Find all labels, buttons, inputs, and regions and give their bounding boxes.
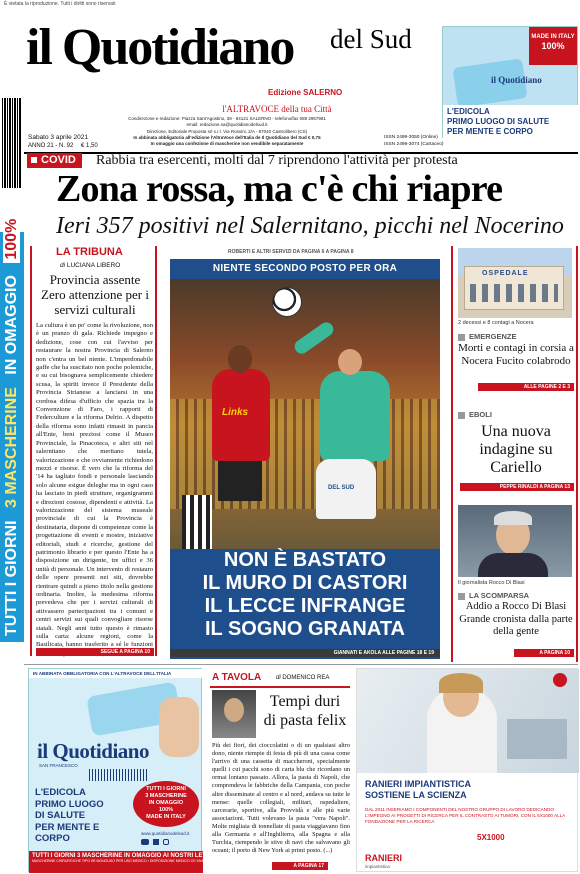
bottom-promo-text-1: L'EDICOLA [35,787,86,798]
sport-photo [170,279,440,549]
issn-print: ISSN 2499-3074 (Cartaceo) [384,142,444,147]
issue-number [28,143,98,149]
sport-ribbon: NIENTE SECONDO POSTO PER ORA [212,263,398,274]
left-banner-text [0,218,24,642]
ranieri-title [365,779,571,801]
issue-id: ANNO 21 - N. 92 [28,143,74,149]
bottom-badge-3: IN OMAGGIO [148,800,184,806]
player-keeper-arm [292,320,336,357]
promo-badge-line1: MADE IN ITALY [531,34,575,40]
bottom-promo-logo: il Quotidiano [37,739,149,763]
info-bundle: In abbinata obbligatoria all'edizione l'AltraVoce dell'Italia de Il Quotidiano del Sud € 0,75 [133,135,321,140]
tavola-portrait [212,690,256,738]
player-bg-left [182,495,212,549]
promo-badge-line2: 100% [541,41,565,51]
football-icon [272,287,302,317]
item1-footer[interactable]: ALLE PAGINE 2 E 3 [478,383,574,391]
portrait-body [478,553,548,577]
info-address: Condirezione e redazione: Piazza Sant'Agostino, 28 - 84121 SALERNO - telefono/fax 089 2967981 [128,116,326,121]
top-promo[interactable] [442,26,578,138]
promo-badge [529,27,577,65]
tavola-footer[interactable]: A PAGINA 17 [272,862,328,870]
item1-label [458,332,517,341]
item3-title[interactable]: Addio a Rocco Di Blasi Grande cronista dalla parte della gente [459,601,573,637]
bottom-promo-web: www.quotidianodelsud.it [141,831,190,836]
bottom-promo-text-2: PRIMO LUOGO [35,798,104,810]
info-email: email: redazione.sa@quotidianodelsud.it [186,122,268,127]
tagline: l'ALTRAVOCE della tua Città [222,104,332,114]
player-red-legs [218,461,262,501]
bottom-promo-strip-main: TUTTI I GIORNI 3 MASCHERINE IN OMAGGIO AI NOSTRI LETTORI [32,853,221,859]
issn-block [384,134,443,148]
player-keeper-head [338,349,362,375]
item3-square-icon [458,593,465,600]
tribuna-footer[interactable]: SEGUE A PAGINA 10 [36,648,154,656]
player-red-head [228,345,252,373]
bottom-promo-text [35,787,135,845]
ranieri-highlight: 5X1000 [477,833,505,842]
issn-online: ISSN 2499-3050 (Online) [384,135,438,140]
covid-square-icon [31,157,37,163]
bottom-divider [24,664,578,665]
stadium-stands [170,399,440,509]
sport-headline-3: IL LECCE INFRANGE [204,595,406,617]
masthead-title[interactable]: il Quotidiano [26,19,294,76]
tribuna-byline [60,262,120,269]
left-banner-line2: 3 MASCHERINE [3,387,20,508]
bottom-badge-1: TUTTI I GIORNI [146,786,186,792]
ranieri-ad[interactable] [356,668,578,872]
ranieri-logo: RANIERI [365,853,403,863]
tavola-author: DOMENICO REA [282,675,330,681]
item2-title[interactable]: Una nuova indagine su Cariello [479,423,553,476]
covid-label[interactable] [27,153,82,168]
promo-mini-logo: il Quotidiano [491,75,542,85]
bottom-promo-barcode [89,769,149,781]
tavola-body: Più dei fiori, dei cioccolatini o di un qualsiasi altro dono, niente riempie di festa di più di una cassa come l'arrivo di una cassetta di maccheroni, specialmente quelli i cui pacchi sono di carta blu che ricordano un ormai lontano passato. Allora, la pasta di Napoli, che comprendeva le fabbriche della Campania, con poche altre disseminate al centro e al nord, andava su tutte le mense: quelle collegiali, militari, ospedaliere, carcerarie, sportive, alla Provvidà e alle più varie associazioni. Tutti volevano la pasta "vera Napoli". Molte migliaia di tonnellate di pasta viaggiavano fino alla Germania e all'Inghilterra, alla Spagna e alla Turchia, riempendo le stive di navi che salvavano gli oceani; il porto di New York ai primi posto. (...) [212,742,350,855]
promo-text [443,105,579,139]
item3-footer[interactable]: A PAGINA 10 [514,649,574,657]
covid-label-text: COVID [41,154,76,166]
hospital-photo [458,248,572,318]
covid-kicker[interactable]: Rabbia tra esercenti, molti dal 7 riprendono l'attività per protesta [96,153,458,168]
item1-square-icon [458,334,465,341]
shirt-sponsor: Links [222,407,249,418]
main-headline[interactable]: Zona rossa, ma c'è chi riapre [56,168,503,210]
bottom-promo-text-3: DI SALUTE [35,810,86,821]
bottom-badge-4: 100% [158,807,174,813]
facebook-icon[interactable] [153,839,159,845]
sport-headline [170,549,440,641]
left-banner-line1: TUTTI I GIORNI [3,520,20,636]
item2-label [458,410,492,419]
masthead-subtitle: del Sud [330,24,412,54]
tribuna-author: LUCIANA LIBERO [66,262,121,269]
shirt-sponsor-2: DEL SUD [328,485,355,491]
ranieri-lab-equipment [507,719,567,759]
left-banner-line4: 100% [3,216,20,263]
ranieri-badge-icon [553,673,567,687]
bottom-badge-5: MADE IN ITALY [146,814,186,820]
edition-label [268,88,342,97]
hospital-windows [470,284,558,302]
masthead-info [96,116,358,147]
promo-text-1: L'EDICOLA [447,107,490,116]
left-banner-line3: IN OMAGGIO [3,275,20,375]
left-banner[interactable] [0,218,24,642]
ranieri-hair [439,673,483,693]
ranieri-photo [357,669,579,773]
item1-label-text: EMERGENZE [469,332,517,341]
bottom-promo-hand [159,697,199,757]
bottom-promo[interactable] [28,668,221,872]
tavola-portrait-face [224,698,244,722]
bottom-promo-strip-small: MASCHERINE CHIRURGICHE TIPO IIR MONOUSO PER USO MEDICO • DISPOSIZIONE MEDICO CE 93/42/CEE [32,859,214,863]
item3-label-text: LA SCOMPARSA [469,591,529,600]
promo-text-2: PRIMO LUOGO DI SALUTE [447,117,550,126]
ranieri-title-1: RANIERI IMPIANTISTICA [365,779,472,789]
bottom-promo-social [141,839,169,847]
legal-note: È vietata la riproduzione. Tutti i diritti sono riservati [4,1,116,7]
ranieri-title-2: SOSTIENE LA SCIENZA [365,790,467,800]
edition-prefix: Edizione [268,88,301,97]
tribuna-byline-prefix: di [60,262,66,269]
tavola-byline-prefix: di [276,675,281,681]
info-direction: Direzione, Editoriale Proposta srl s.r.l. Via Rossini, 2/A - 87040 Castrolibero (CS) [146,129,308,134]
item2-square-icon [458,412,465,419]
bottom-badge-2: 3 MASCHERINE [145,793,187,799]
portrait-hair [494,511,532,525]
bottom-promo-bottom-strip [29,851,221,873]
ranieri-logo-sub: impiantistica [365,864,390,869]
sport-top-credit: ROBERTI E ALTRI SERVIZI DA PAGINA 6 A PAGINA 8 [228,249,354,255]
tavola-byline [276,675,329,681]
bottom-promo-strip: IN ABBINATA OBBLIGATORIA CON L'ALTRAVOCE DELL'ITALIA [29,669,203,678]
barcode [2,98,22,188]
sub-headline[interactable]: Ieri 357 positivi nel Salernitano, picchi nel Nocerino [56,213,564,239]
sport-footer[interactable]: GIANNATI E AKOLA ALLE PAGINE 18 E 19 [170,649,440,657]
edition-name: SALERNO [303,88,343,97]
sport-headline-2: IL MURO DI CASTORI [202,572,408,594]
portrait-photo [458,505,572,577]
tribuna-title[interactable]: Provincia assente Zero attenzione per i servizi culturali [41,272,149,317]
sport-headline-1: NON È BASTATO [223,549,387,571]
tribuna-body: La cultura è un po' come la rivoluzione, non è un pranzo di gala. Richiede impegno e dedizione, cose con cui l'avviso per restaurare la nostra Provincia di Salerno non c'entra un bel niente. L'imperdonabile gaffe che ha suscitato non poche polemiche, e su cui bisognava semplicemente chiedere scusa, la spiriti invece il Presidente della Provincia Strianese a lanciarsi in una cordosa difesa d'ufficio che spazia tra la Convenzione di Faro, i rapporti di Federculture e la riforma Delrio. A dispetto della riforma sono infatti rimasti in pancia all'Ente, beni preziosi come il Museo Provinciale, la Pinacoteca, e altri siti nel salernitano che meritano tutela, valorizzazione e che ovviamente richiedono mezzi e risorse. È vero che la riforma del '14 ha tagliato fondi e personale lasciando solo alcune esigue deleghe ma in ogni caso ha lasciato in piedi strutture, organigrammi e direzioni costose, dipendenti e attività. La valorizzazione del sistema museale provinciale di cui la Provincia è destinataria, dispone di competenze come la progettazione di eventi e mostre, iniziative editoriali, studi e ricerche, gestione del patrimonio librario e per questo l'Ente ha a disposizione un dirigente, tre uffici e 36 unità di personale. Un intervento di restauro delle opere presenti nei siti, dovrebbe rientrare quindi a pieno titolo nella gestione ordinaria. Inoltre, la medesima riforma prevedeva che per i servizi culturali di attivassero partecipazioni tra i comuni e centri servizi sui quali convogliare risorse statali. Negli anni tutto questo è rimasto sulla carta: alcune regioni, come la Basilicata, hanno trasferito a sé le funzioni [36,322,153,649]
item1-title[interactable]: Morti e contagi in corsia a Nocera Fucito colabrodo [458,342,574,367]
tribuna-section[interactable]: LA TRIBUNA [56,246,123,258]
issue-price: € 1,50 [81,143,98,149]
item3-label [458,591,529,600]
bottom-promo-badge [133,781,199,827]
ranieri-body: DAL 2011 INSERIAMO I COMPONENTI DEL NOSTRO GRUPPO DI LAVORO DEDICANDO L'IMPEGNO AI PROGETTI DI RICERCA PER IL CONTRASTO AI TUMORI, CON IL 5X1000 ALLA FONDAZIONE PER LA RICERCA [365,807,565,824]
issue-date: Sabato 3 aprile 2021 [28,134,88,141]
tavola-title[interactable]: Tempi duri di pasta felix [263,693,347,729]
youtube-icon[interactable] [141,839,149,845]
sport-headline-4: IL SOGNO GRANATA [205,618,405,640]
tavola-underline [210,686,350,688]
player-keeper [320,371,390,461]
hospital-caption: 2 decessi e 8 contagi a Nocera [458,320,534,326]
promo-text-3: PER MENTE E CORPO [447,127,533,136]
bottom-promo-logo-sub: SAN FRANCESCO [39,763,78,768]
item2-footer[interactable]: PEPPE RINALDI A PAGINA 13 [460,483,574,491]
tavola-section[interactable]: A TAVOLA [212,672,262,683]
instagram-icon[interactable] [163,839,169,845]
portrait-caption: Il giornalista Rocco Di Blasi [458,580,525,586]
info-gift: In omaggio una confezione di mascherine non vendibile separatamente [150,141,304,146]
bottom-promo-text-4: PER MENTE E CORPO [35,821,100,844]
sport-panel[interactable] [170,259,440,659]
hospital-sign: OSPEDALE [482,270,529,277]
item2-label-text: EBOLI [469,410,492,419]
